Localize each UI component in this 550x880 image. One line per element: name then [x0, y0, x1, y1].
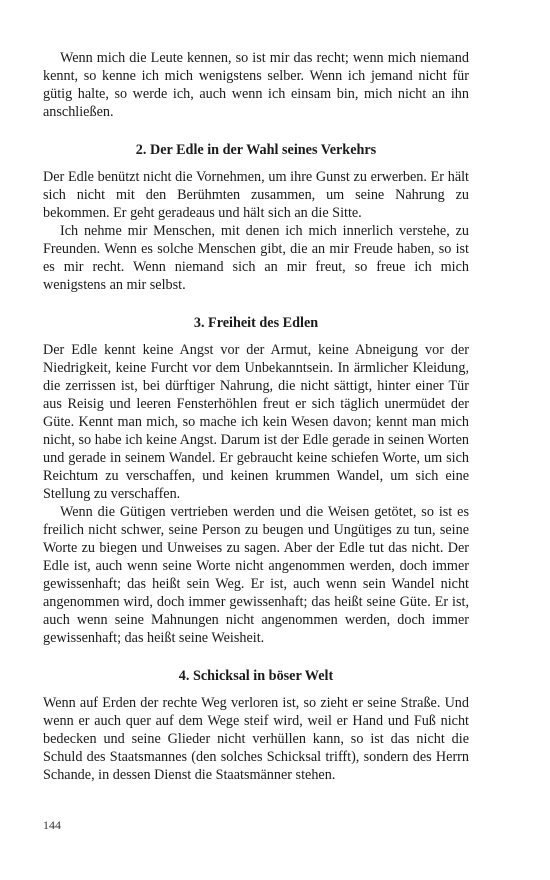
page-number: 144 [43, 818, 61, 832]
section-paragraph: Der Edle benützt nicht die Vornehmen, um ihre Gunst zu erwerben. Er hält sich nicht mit den Berühmten zusammen, um seine Nahrung zu bekommen. Er geht geradeaus und hält sich an die Sitte. [43, 169, 469, 221]
section-3 [43, 314, 469, 647]
book-page [43, 49, 469, 784]
section-heading: 4. Schicksal in böser Welt [178, 668, 334, 684]
section-paragraph: Wenn die Gütigen vertrieben werden und die Weisen getötet, so ist es freilich nicht schwer, seine Person zu beugen und Ungütiges zu tun, seine Worte zu biegen und Unweises zu sagen. Aber der Edle tut das nicht. Der Edle ist, auch wenn seine Worte nicht angenommen werden, doch immer gewissenhaft; das heißt sein Weg. Er ist, auch wenn sein Wandel nicht angenommen wird, doch immer gewissenhaft; das heißt seine Güte. Er ist, auch wenn seine Mahnungen nicht angenommen werden, doch immer gewissenhaft; das heißt seine Weisheit. [43, 504, 469, 646]
section-heading: 2. Der Edle in der Wahl seines Verkehrs [135, 142, 377, 158]
intro-paragraph: Wenn mich die Leute kennen, so ist mir das recht; wenn mich niemand kennt, so kenne ich mich wenigstens selber. Wenn ich jemand nicht für gütig halte, so werde ich, auch wenn ich einsam bin, mich nicht an ihn anschließen. [43, 50, 469, 120]
section-2 [43, 141, 469, 294]
section-paragraph: Wenn auf Erden der rechte Weg verloren ist, so zieht er seine Straße. Und wenn er auch quer auf dem Wege steif wird, weil er Hand und Fuß nicht bedecken und seine Glieder nicht verhüllen kann, so ist das nicht die Schuld des Staatsmannes (den solches Schicksal trifft), sondern des Herrn Schande, in dessen Dienst die Staatsmänner stehen. [43, 695, 469, 783]
section-heading: 3. Freiheit des Edlen [193, 315, 319, 331]
section-paragraph: Ich nehme mir Menschen, mit denen ich mich innerlich verstehe, zu Freunden. Wenn es solche Menschen gibt, die an mir Freude haben, so ist es mir recht. Wenn niemand sich an mir freut, so freue ich mich wenigstens an mir selbst. [43, 223, 469, 293]
section-paragraph: Der Edle kennt keine Angst vor der Armut, keine Abneigung vor der Niedrigkeit, keine Furcht vor dem Unbekanntsein. In ärmlicher Kleidung, die zerrissen ist, bei dürftiger Nahrung, die nicht sättigt, hinter einer Tür aus Reisig und leeren Fensterhöhlen freut er sich täglich unermüdet der Güte. Kennt man mich, so mache ich kein Wesen davon; kennt man mich nicht, so habe ich keine Angst. Darum ist der Edle gerade in seinen Worten und gerade in seinem Wandel. Er gebraucht keine schiefen Worte, um sich Reichtum zu verschaffen, und keinen krummen Wandel, um sich eine Stellung zu verschaffen. [43, 342, 469, 502]
section-4 [43, 667, 469, 784]
